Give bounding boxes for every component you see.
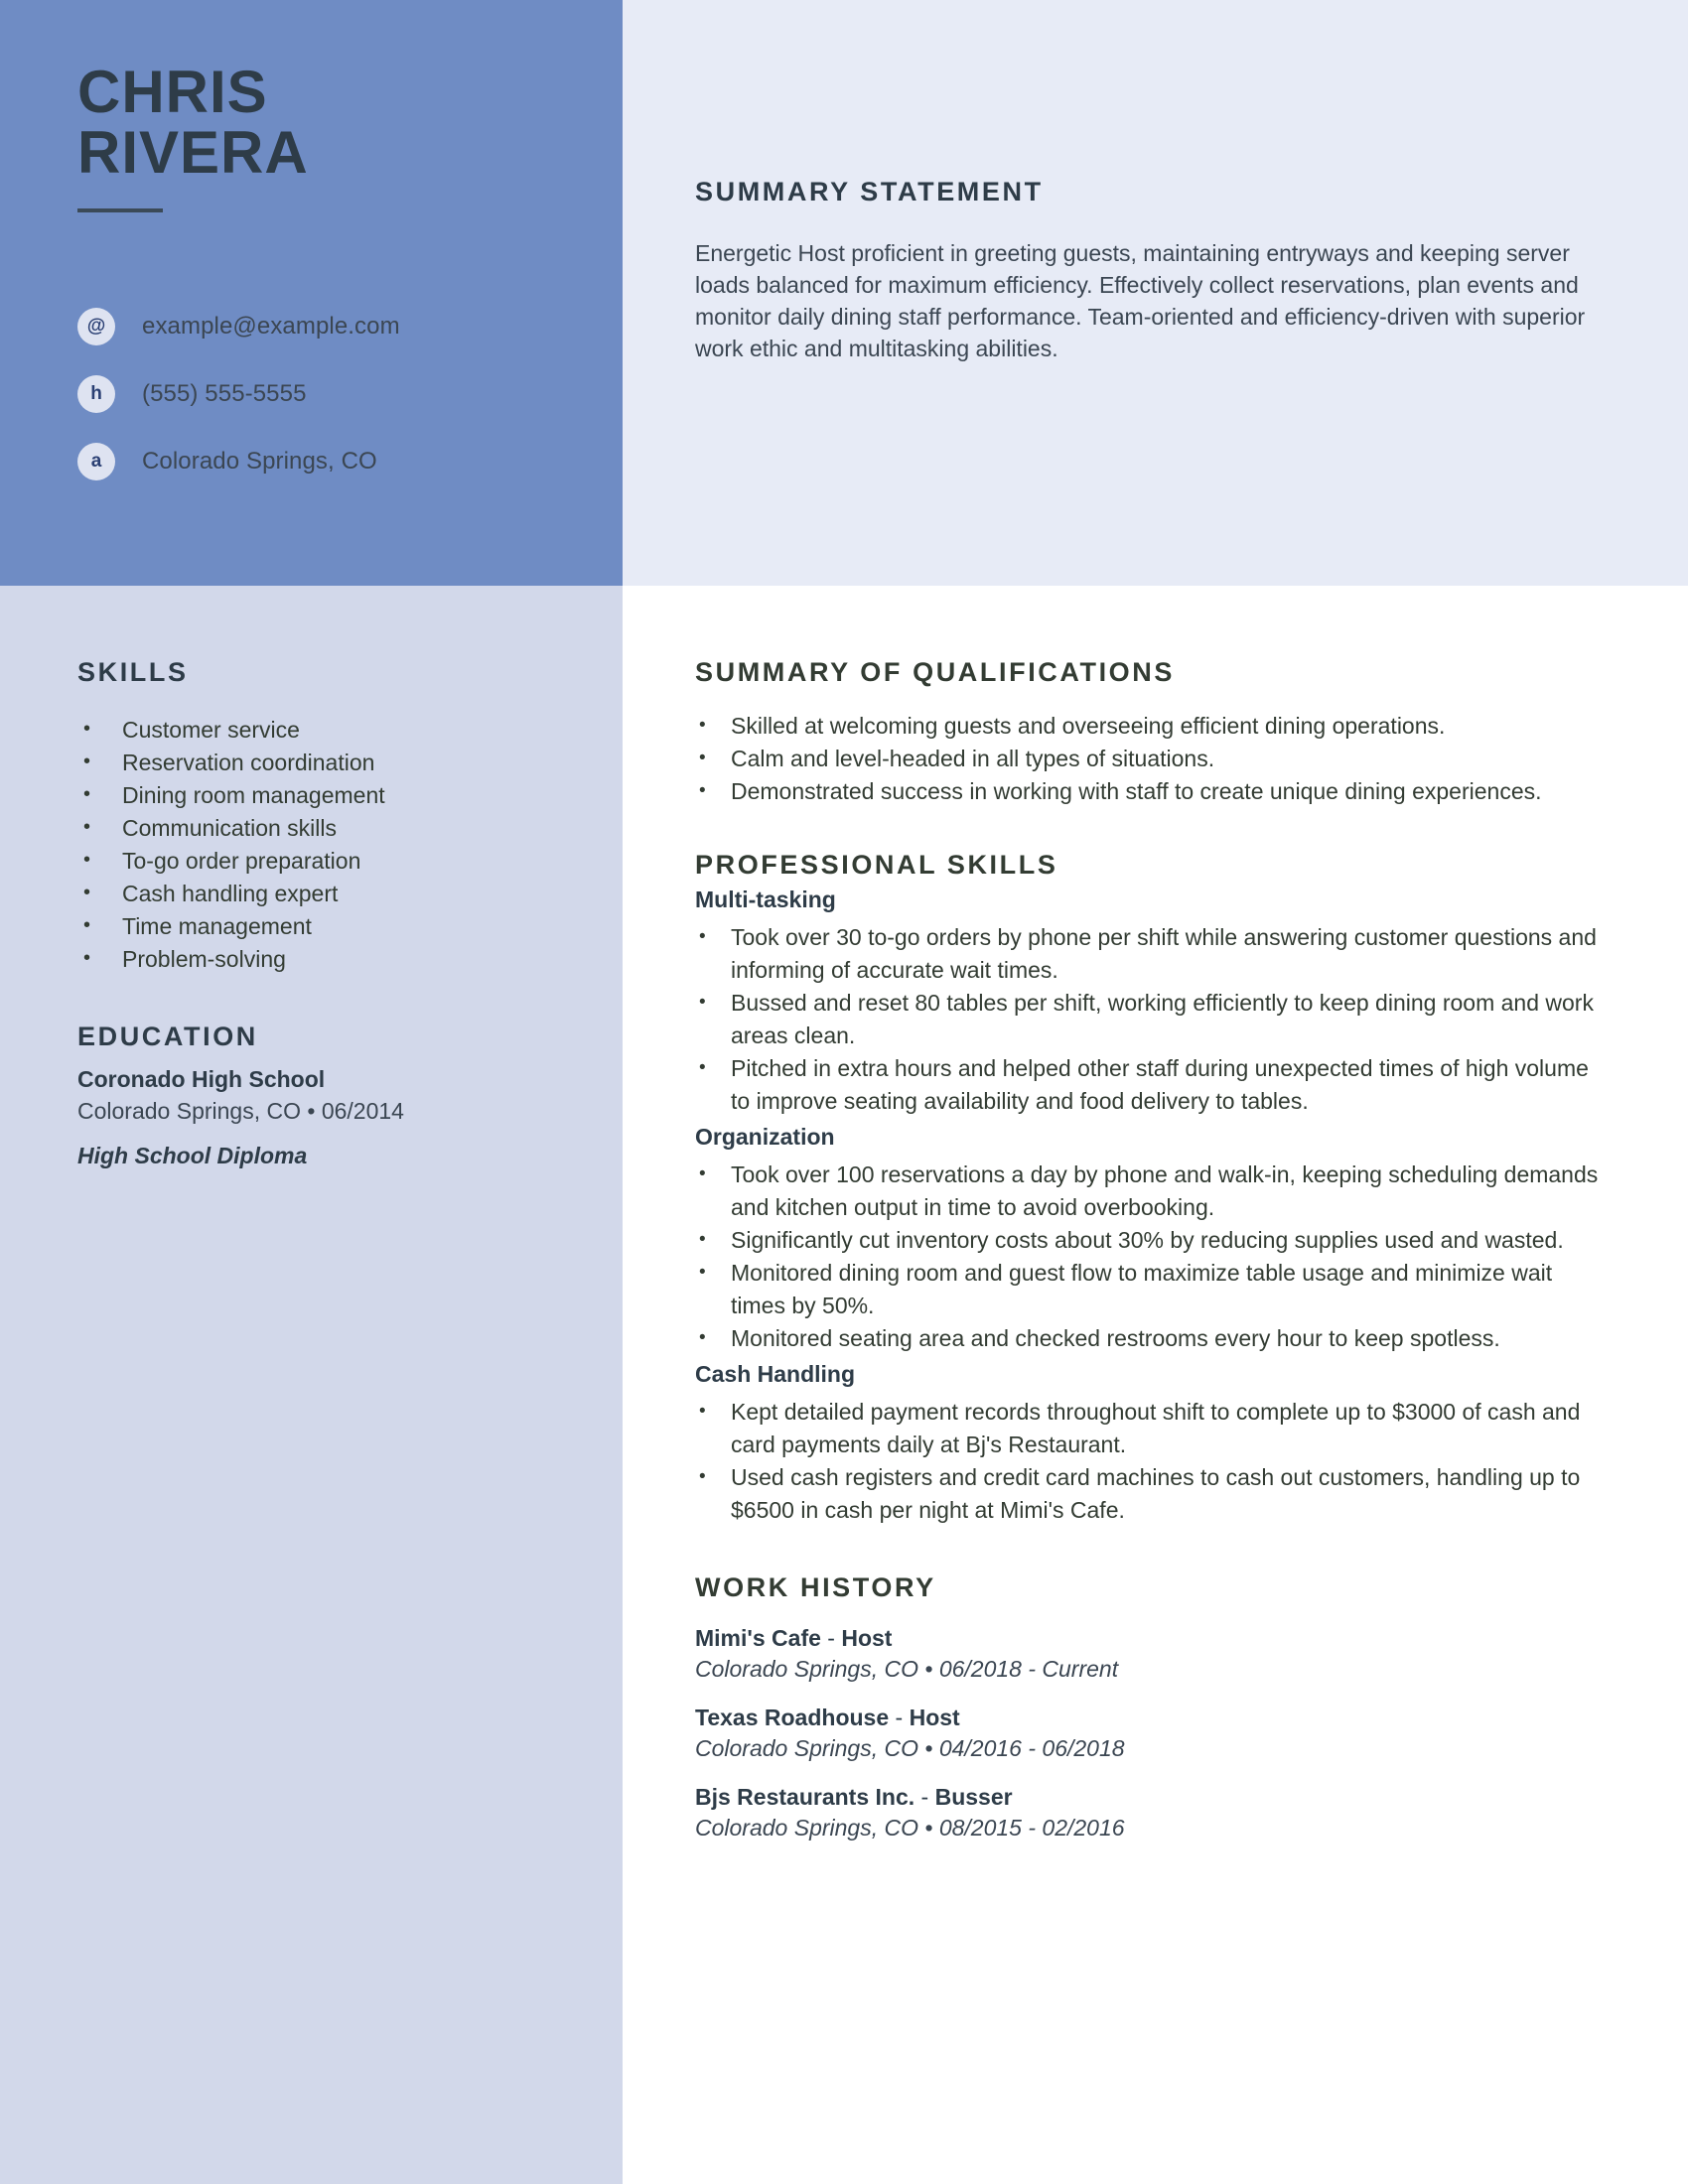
list-item: • Significantly cut inventory costs about 30% by reducing supplies used and wasted. (695, 1224, 1609, 1257)
name-block (77, 59, 544, 212)
skill-group-list-organization (695, 1159, 1609, 1355)
education-meta: Colorado Springs, CO • 06/2014 (77, 1098, 404, 1124)
contact-item-email[interactable] (77, 293, 574, 360)
list-item: • Monitored seating area and checked restrooms every hour to keep spotless. (695, 1322, 1609, 1355)
list-item: • Communication skills (77, 812, 574, 845)
job-employer: Bjs Restaurants Inc. (695, 1784, 915, 1810)
education-degree: High School Diploma (77, 1143, 308, 1168)
skill-group-heading-cash-handling: Cash Handling (695, 1361, 856, 1387)
contact-phone-value: (555) 555-5555 (142, 380, 307, 407)
education-heading: EDUCATION (77, 1022, 258, 1051)
job-separator: - (889, 1705, 910, 1730)
list-item: • Pitched in extra hours and helped other staff during unexpected times of high volume to improve seating availability and food delivery to tables. (695, 1052, 1609, 1118)
skills-heading: SKILLS (77, 657, 189, 687)
list-item: • Took over 30 to-go orders by phone per shift while answering customer questions and informing of accurate wait times. (695, 921, 1609, 987)
job-title-line (695, 1625, 1609, 1652)
education-school: Coronado High School (77, 1066, 326, 1092)
contact-list (77, 293, 574, 495)
job-employer: Mimi's Cafe (695, 1625, 821, 1651)
skill-group-heading-organization: Organization (695, 1124, 835, 1150)
contact-item-location[interactable] (77, 428, 574, 495)
summary-statement-section (695, 177, 1589, 364)
work-history-section (695, 1572, 1609, 1842)
list-item: • Calm and level-headed in all types of situations. (695, 743, 1609, 775)
main-content (695, 657, 1609, 1842)
job-title-line (695, 1705, 1609, 1731)
job-meta: Colorado Springs, CO • 06/2018 - Current (695, 1656, 1119, 1682)
skills-list (77, 714, 574, 976)
work-history-heading: WORK HISTORY (695, 1572, 936, 1602)
list-item: • To-go order preparation (77, 845, 574, 878)
phone-icon: h (77, 375, 115, 413)
list-item: • Dining room management (77, 779, 574, 812)
list-item: • Took over 100 reservations a day by phone and walk-in, keeping scheduling demands and kitchen output in time to avoid overbooking. (695, 1159, 1609, 1224)
list-item: • Time management (77, 910, 574, 943)
qualifications-heading: SUMMARY OF QUALIFICATIONS (695, 657, 1175, 687)
job-separator: - (820, 1625, 842, 1651)
skill-group-heading-multi-tasking: Multi-tasking (695, 887, 836, 912)
job-employer: Texas Roadhouse (695, 1705, 890, 1730)
last-name: RIVERA (77, 119, 309, 187)
job-separator: - (914, 1784, 935, 1810)
list-item: • Reservation coordination (77, 747, 574, 779)
professional-skills-section (695, 850, 1609, 1527)
list-item: • Demonstrated success in working with staff to create unique dining experiences. (695, 775, 1609, 808)
professional-skills-heading: PROFESSIONAL SKILLS (695, 850, 1058, 880)
skill-group-list-cash-handling (695, 1396, 1609, 1527)
summary-statement-heading: SUMMARY STATEMENT (695, 177, 1044, 206)
list-item: • Monitored dining room and guest flow to maximize table usage and minimize wait times by 50%. (695, 1257, 1609, 1322)
contact-email-value: example@example.com (142, 313, 400, 340)
first-name: CHRIS (77, 59, 268, 125)
qualifications-section (695, 657, 1609, 808)
job-role: Busser (934, 1784, 1013, 1810)
job-meta: Colorado Springs, CO • 04/2016 - 06/2018 (695, 1735, 1125, 1761)
job-title-line (695, 1784, 1609, 1811)
contact-location-value: Colorado Springs, CO (142, 448, 377, 475)
email-icon: @ (77, 308, 115, 345)
skill-group-list-multi-tasking (695, 921, 1609, 1118)
qualifications-list (695, 710, 1609, 808)
list-item: • Skilled at welcoming guests and overseeing efficient dining operations. (695, 710, 1609, 743)
work-history-entry (695, 1705, 1609, 1762)
contact-item-phone[interactable] (77, 360, 574, 428)
work-history-entry (695, 1784, 1609, 1842)
list-item: • Used cash registers and credit card machines to cash out customers, handling up to $6500 in cash per night at Mimi's Cafe. (695, 1461, 1609, 1527)
list-item: • Cash handling expert (77, 878, 574, 910)
list-item: • Customer service (77, 714, 574, 747)
list-item: • Problem-solving (77, 943, 574, 976)
list-item: • Bussed and reset 80 tables per shift, working efficiently to keep dining room and work areas clean. (695, 987, 1609, 1052)
location-icon: a (77, 443, 115, 480)
sidebar-content (77, 657, 574, 1169)
job-role: Host (841, 1625, 893, 1651)
summary-statement-body: Energetic Host proficient in greeting guests, maintaining entryways and keeping server loads balanced for maximum efficiency. Effectively collect reservations, plan events and monitor daily dining staff performance. Team-oriented and efficiency-driven with superior work ethic and multitasking abilities. (695, 240, 1586, 361)
list-item: • Kept detailed payment records throughout shift to complete up to $3000 of cash and card payments daily at Bj's Restaurant. (695, 1396, 1609, 1461)
job-meta: Colorado Springs, CO • 08/2015 - 02/2016 (695, 1815, 1125, 1841)
work-history-entry (695, 1625, 1609, 1683)
name-divider (77, 208, 163, 212)
job-role: Host (909, 1705, 960, 1730)
